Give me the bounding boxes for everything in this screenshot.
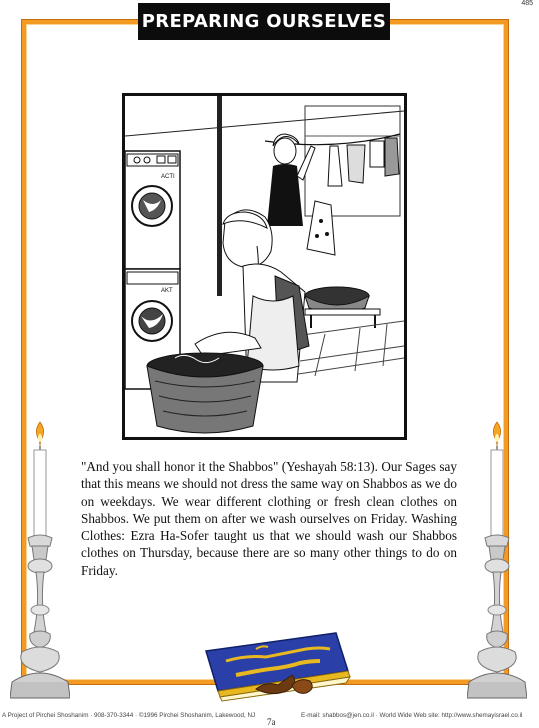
- page-title: PREPARING OURSELVES: [138, 3, 390, 40]
- laundry-scene-drawing: [125, 96, 404, 437]
- right-candlestick-icon: [467, 420, 527, 720]
- page-corner-number: 485: [521, 0, 533, 7]
- body-paragraph: "And you shall honor it the Shabbos" (Yeshayah 58:13). Our Sages say that this means we should not dress the same way on Shabbos as we do on weekdays. We wear different clothing or fresh clean clothes on Shabbos. We put them on after we wash ourselves on Friday. Washing Clothes: Ezra Ha-Sofer taught us that we should wash our Shabbos clothes on Thursday, because there are so many other things to do on Friday.: [81, 459, 457, 578]
- footer-right-credit: E-mail: shabbos@jen.co.il · World Wide Web site: http://www.shemayisrael.co.il: [301, 712, 523, 719]
- washer-label: AKT: [161, 288, 173, 294]
- dryer-label: ACTI: [161, 174, 175, 180]
- left-candlestick-icon: [10, 420, 70, 720]
- footer-folio: 7a: [267, 717, 276, 727]
- footer-left-credit: A Project of Pirchei Shoshanim · 908-370-3344 · ©1996 Pirchei Shoshanim, Lakewood, NJ: [2, 712, 256, 719]
- laundry-illustration: [122, 93, 407, 440]
- book-logo-icon: [196, 631, 352, 703]
